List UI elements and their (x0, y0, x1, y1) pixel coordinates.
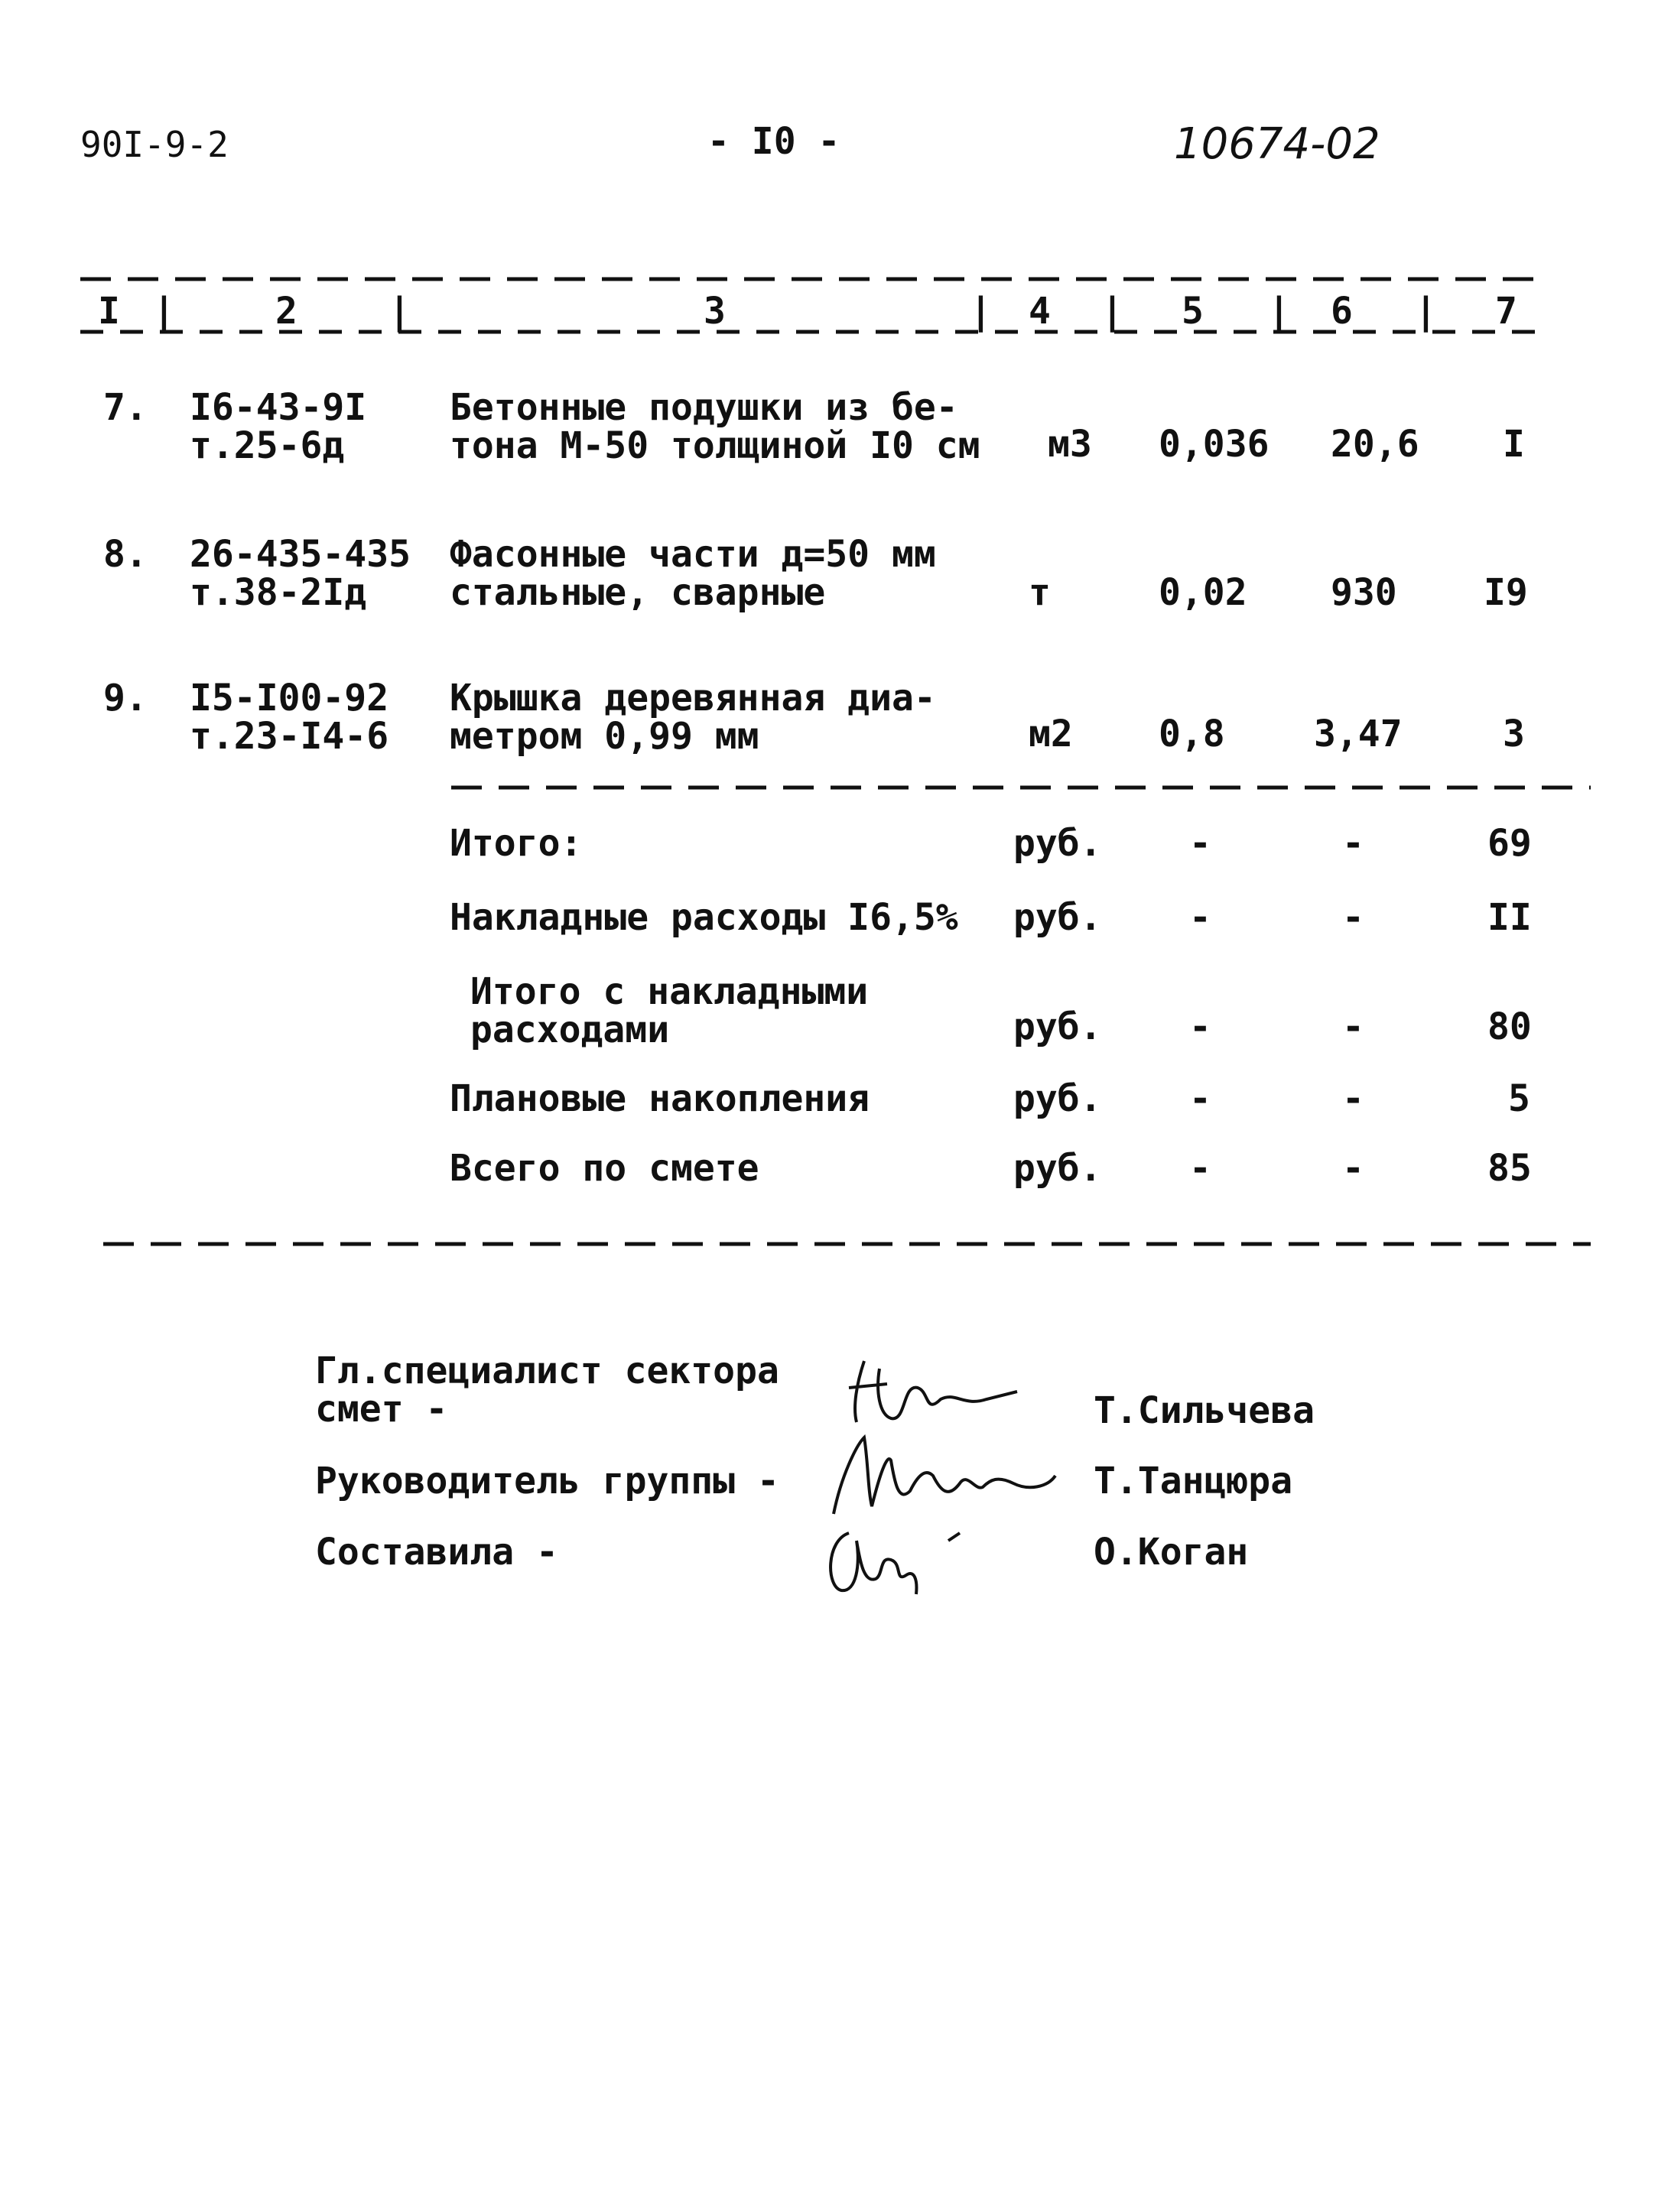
summary-unit: руб. (1013, 1147, 1102, 1190)
row-unit: т (1029, 571, 1051, 614)
summary-total: 5 (1508, 1077, 1530, 1120)
signature-role: Составила - (315, 1531, 558, 1574)
column-header-4: 4 (1029, 290, 1051, 333)
row-unit: м2 (1029, 713, 1073, 755)
signature-name: О.Коган (1094, 1531, 1249, 1574)
row-unit: м3 (1048, 423, 1092, 466)
row-number: 9. (103, 677, 148, 719)
summary-unit: руб. (1013, 822, 1102, 865)
row-price: 20,6 (1331, 423, 1419, 466)
column-separator: | (1101, 290, 1123, 333)
column-header-7: 7 (1495, 290, 1517, 333)
page-number: - I0 - (707, 120, 840, 163)
column-separator: | (970, 290, 992, 333)
row-code: I6-43-9I т.25-6д (190, 386, 367, 468)
handwritten-signature-3 (818, 1510, 987, 1609)
summary-unit: руб. (1013, 1077, 1102, 1120)
row-total: I (1503, 423, 1525, 466)
summary-quantity: - (1189, 1147, 1211, 1190)
row-description: Бетонные подушки из бе- тона М-50 толщиной I0 см (450, 386, 980, 468)
handwritten-signature-1 (834, 1346, 1032, 1437)
column-separator: | (153, 290, 175, 333)
summary-unit: руб. (1013, 896, 1102, 939)
row-description: Крышка деревянная диа- метром 0,99 мм (450, 677, 936, 758)
summary-price: - (1342, 1077, 1364, 1120)
document-number: 10674-02 (1174, 119, 1380, 169)
summary-label: Всего по смете (450, 1147, 759, 1190)
column-header-6: 6 (1331, 290, 1353, 333)
row-price: 930 (1331, 571, 1397, 614)
row-quantity: 0,02 (1159, 571, 1247, 614)
column-header-5: 5 (1182, 290, 1204, 333)
row-description: Фасонные части д=50 мм стальные, сварные (450, 533, 936, 615)
table-bottom-rule (0, 1227, 1671, 1273)
summary-total: II (1487, 896, 1532, 939)
summary-unit: руб. (1013, 1005, 1102, 1048)
summary-label: Накладные расходы I6,5% (450, 896, 958, 939)
column-separator: | (388, 290, 411, 333)
row-price: 3,47 (1314, 713, 1403, 755)
column-separator: | (1415, 290, 1437, 333)
column-header-1: I (98, 290, 120, 333)
summary-quantity: - (1189, 1077, 1211, 1120)
signature-role: Гл.специалист сектора смет - (315, 1350, 779, 1431)
row-total: 3 (1503, 713, 1525, 755)
series-code: 90I-9-2 (80, 124, 229, 165)
row-code: I5-I00-92 т.23-I4-6 (190, 677, 389, 758)
signature-name: Т.Танцюра (1094, 1460, 1293, 1502)
summary-label: Итого с накладными расходами (470, 970, 869, 1052)
row-number: 7. (103, 386, 148, 429)
row-quantity: 0,8 (1159, 713, 1225, 755)
row-quantity: 0,036 (1159, 423, 1270, 466)
summary-rule (0, 768, 1671, 814)
summary-quantity: - (1189, 822, 1211, 865)
row-total: I9 (1484, 571, 1528, 614)
summary-quantity: - (1189, 1005, 1211, 1048)
row-number: 8. (103, 533, 148, 576)
column-header-2: 2 (275, 290, 297, 333)
summary-price: - (1342, 1147, 1364, 1190)
column-header-3: 3 (704, 290, 726, 333)
column-separator: | (1268, 290, 1290, 333)
summary-total: 80 (1487, 1005, 1532, 1048)
summary-quantity: - (1189, 896, 1211, 939)
summary-price: - (1342, 822, 1364, 865)
summary-label: Плановые накопления (450, 1077, 870, 1120)
summary-label: Итого: (450, 822, 583, 865)
summary-price: - (1342, 896, 1364, 939)
summary-price: - (1342, 1005, 1364, 1048)
summary-total: 85 (1487, 1147, 1532, 1190)
row-code: 26-435-435 т.38-2Iд (190, 533, 411, 615)
summary-total: 69 (1487, 822, 1532, 865)
signature-name: Т.Сильчева (1094, 1389, 1315, 1432)
signature-role: Руководитель группы - (315, 1460, 779, 1502)
